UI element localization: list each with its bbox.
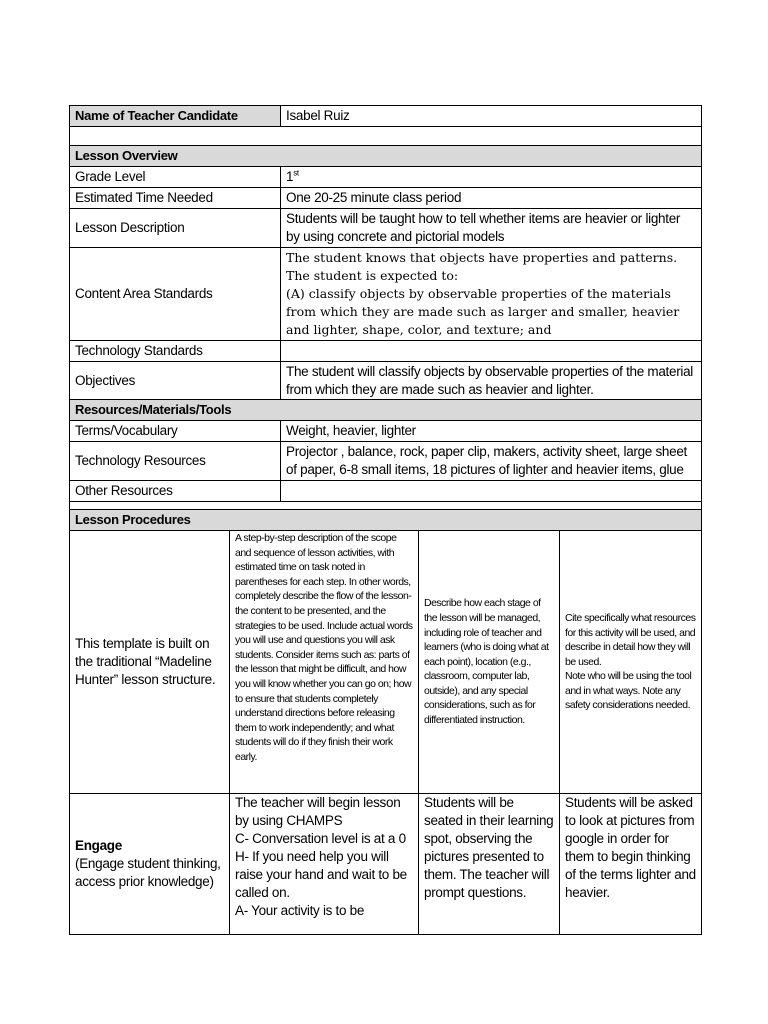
content-standards-value [281, 248, 702, 341]
engage-label-cell [70, 794, 230, 935]
content-standards-line2: (A) classify objects by observable properties of the materials from which they are made such as larger and smaller, heavier and lighter, shape, color, and texture; and [286, 286, 680, 337]
engage-teacher-text: The teacher will begin lesson by using CHAMPS C- Conversation level is at a 0 H- If you need help you will raise your hand and wait to be called on. A- Your activity is to be [230, 794, 419, 935]
col4-instructions: Cite specifically what resources for this activity will be used, and describe in detail how they will be used. Note who will be using the tool and in what ways. Note any safety considerations needed. [560, 531, 702, 794]
resources-header: Resources/Materials/Tools [70, 400, 702, 421]
lesson-description-label: Lesson Description [70, 209, 281, 248]
grade-level-label: Grade Level [70, 167, 281, 188]
col3-instructions: Describe how each stage of the lesson will be managed, including role of teacher and learners (who is doing what at each point), location (e.g., classroom, computer lab, outside), and any special considerations, such as for differentiated instruction. [419, 531, 560, 794]
spacer-row [70, 127, 702, 146]
content-standards-line1: The student knows that objects have properties and patterns. The student is expected to: [286, 250, 678, 283]
other-resources-value [281, 481, 702, 502]
technology-resources-value: Projector , balance, rock, paper clip, makers, activity sheet, large sheet of paper, 6-8 small items, 18 pictures of lighter and heavier items, glue [281, 442, 702, 481]
objectives-label: Objectives [70, 362, 281, 401]
engage-students-text: Students will be seated in their learning spot, observing the pictures presented to them. The teacher will prompt questions. [419, 794, 560, 935]
procedures-header: Lesson Procedures [70, 510, 702, 531]
time-needed-label: Estimated Time Needed [70, 188, 281, 209]
terms-vocabulary-label: Terms/Vocabulary [70, 421, 281, 442]
technology-standards-value [281, 341, 702, 362]
teacher-label: Name of Teacher Candidate [70, 106, 281, 127]
lesson-overview-header: Lesson Overview [70, 146, 702, 167]
technology-standards-label: Technology Standards [70, 341, 281, 362]
lesson-procedures-table [69, 509, 702, 935]
engage-title: Engage [75, 838, 122, 853]
teacher-value: Isabel Ruiz [281, 106, 702, 127]
content-standards-label: Content Area Standards [70, 248, 281, 341]
engage-resources-text: Students will be asked to look at pictures from google in order for them to begin thinking of the terms lighter and heavier. [560, 794, 702, 935]
objectives-value: The student will classify objects by observable properties of the material from which they are made such as heavier and lighter. [281, 362, 702, 401]
lesson-description-value: Students will be taught how to tell whether items are heavier or lighter by using concrete and pictorial models [281, 209, 702, 248]
template-note: This template is built on the traditional “Madeline Hunter” lesson structure. [70, 531, 230, 794]
col2-instructions: A step-by-step description of the scope and sequence of lesson activities, with estimated time on task noted in parentheses for each step. In other words, completely describe the flow of the lesson-the content to be presented, and the strategies to be used. Include actual words you will use and questions you will ask students. Consider items such as: parts of the lesson that might be difficult, and how you will know whether you can go on; how to ensure that students completely understand directions before releasing them to work independently; and what students will do if they finish their work early. [230, 531, 419, 794]
lesson-overview-table [69, 105, 702, 401]
engage-subtitle: (Engage student thinking, access prior knowledge) [75, 856, 221, 889]
resources-table [69, 399, 702, 521]
other-resources-label: Other Resources [70, 481, 281, 502]
terms-vocabulary-value: Weight, heavier, lighter [281, 421, 702, 442]
time-needed-value: One 20-25 minute class period [281, 188, 702, 209]
technology-resources-label: Technology Resources [70, 442, 281, 481]
grade-level-value: 1st [281, 167, 702, 188]
